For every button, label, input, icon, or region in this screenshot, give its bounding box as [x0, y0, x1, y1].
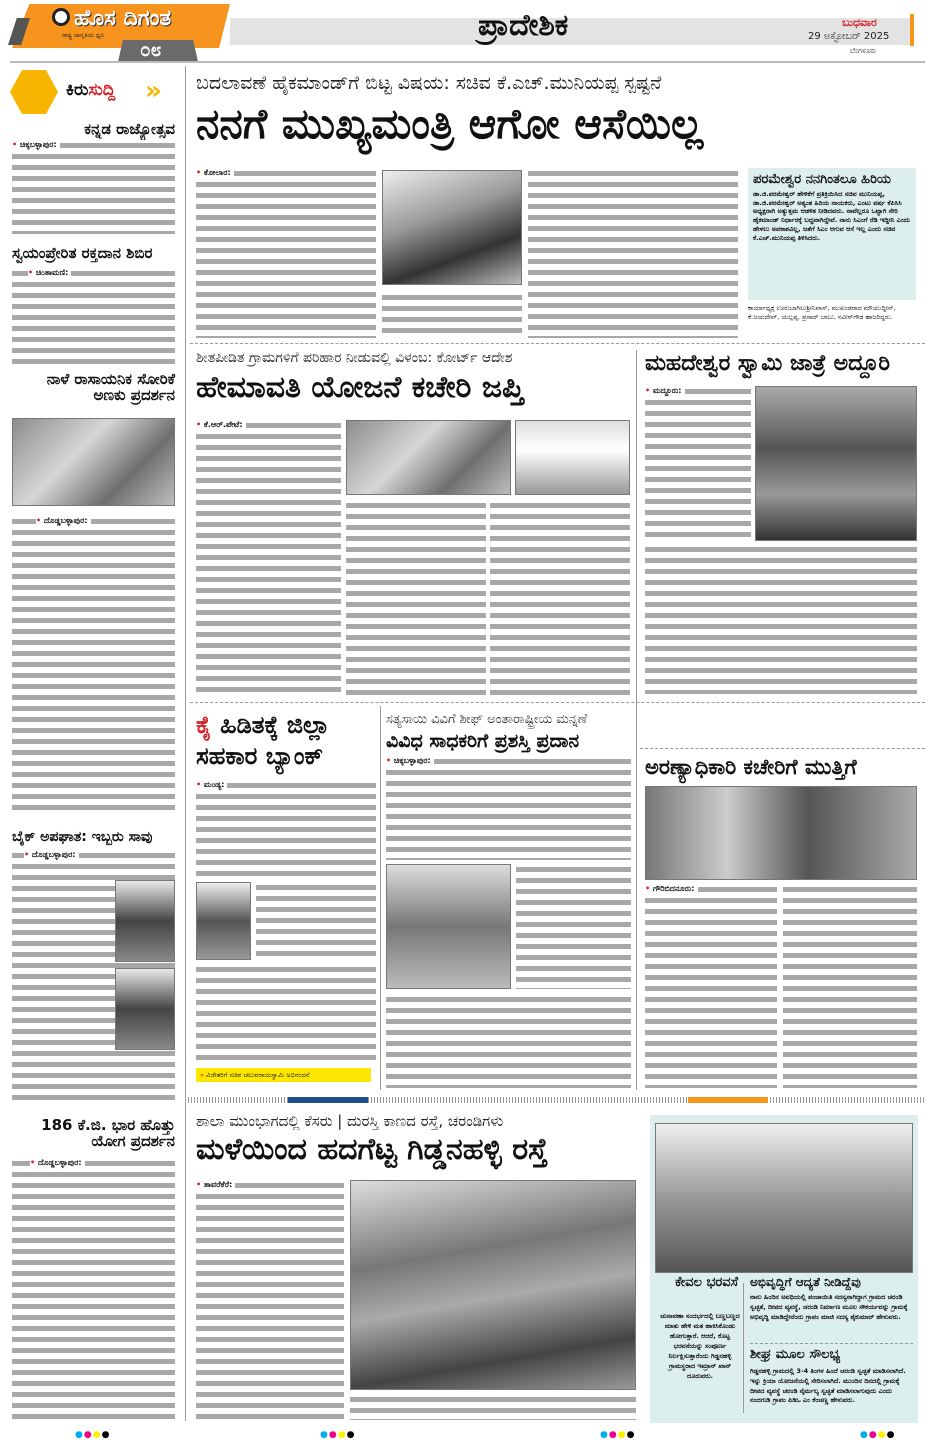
lead-body: [528, 168, 738, 338]
bank-body: [256, 882, 376, 960]
logo-text: ಹೊಸ ದಿಗಂತ: [74, 6, 172, 31]
page-number: ೦೮: [140, 39, 162, 61]
bank-headline: [196, 710, 376, 772]
brief-body: [12, 1158, 175, 1420]
brief-dateline: • ಚಿಕ್ಕಬಳ್ಳಾಪುರ:: [12, 140, 60, 150]
kirusuddi-label-a: ಕಿರು: [66, 80, 89, 100]
aranya-body: [783, 884, 917, 1088]
brief-headline: 186 ಕೆ.ಜಿ. ಭಾರ ಹೊತ್ತು ಯೋಗ ಪ್ರದರ್ಶನ: [41, 1116, 175, 1150]
side-a-title: ಕೇವಲ ಭರವಸೆ: [675, 1275, 738, 1290]
kirusuddi-badge: [10, 70, 175, 114]
logo-emblem-icon: [52, 8, 70, 26]
chevrons-icon: »: [145, 76, 162, 106]
column-divider: [380, 706, 381, 1090]
brief-dateline: • ದೊಡ್ಡಬಳ್ಳಾಪುರ:: [36, 516, 91, 526]
weekday: ಬುಧವಾರ: [842, 16, 877, 29]
satyasai-headline: ವಿವಿಧ ಸಾಧಕರಿಗೆ ಪ್ರಶಸ್ತಿ ಪ್ರದಾನ: [386, 730, 580, 752]
road-body: [350, 1394, 636, 1420]
date: 29 ಅಕ್ಟೋಬರ್ 2025: [808, 31, 890, 42]
mahadeshwara-body: [645, 386, 751, 538]
office-photo: [346, 420, 511, 495]
accent-bar: [910, 14, 914, 46]
office-photo: [515, 420, 630, 495]
portrait-photo: [196, 882, 251, 960]
road-dateline: • ತಾವರೆಕೆರೆ:: [196, 1180, 235, 1190]
lead-kicker: ಬದಲಾವಣೆ ಹೈಕಮಾಂಡ್‌ಗೆ ಬಿಟ್ಟ ವಿಷಯ: ಸಚಿವ ಕೆ.ಎಚ್.ಮುನಿಯಪ್ಪ ಸ್ಪಷ್ಟನೆ: [196, 72, 662, 94]
section-bar: [188, 1097, 925, 1103]
road-kicker: ಶಾಲಾ ಮುಂಭಾಗದಲ್ಲಿ ಕೆಸರು | ದುರಸ್ತಿ ಕಾಣದ ರಸ್ತೆ, ಚರಂಡಿಗಳು: [196, 1112, 504, 1130]
hemavathi-headline: ಹೇಮಾವತಿ ಯೋಜನೆ ಕಚೇರಿ ಜಪ್ತಿ: [196, 370, 524, 405]
brief-dateline: • ದೊಡ್ಡಬಳ್ಳಾಪುರ:: [30, 1158, 85, 1168]
road-photo: [350, 1180, 636, 1390]
divider: [750, 1343, 913, 1344]
brief-body: [12, 268, 175, 368]
lead-sidebar-box: [748, 168, 916, 300]
divider: [190, 343, 925, 344]
strip-text: ವಿಜೇತರಿಗೆ ಸಚಿವ ಚಲುವರಾಯಸ್ವಾಮಿ ಅಭಿನಂದನೆ: [206, 1071, 310, 1079]
award-photo: [386, 864, 511, 989]
road-body: [196, 1180, 344, 1420]
victim-photo: [115, 968, 175, 1050]
lead-dateline: • ಕೋಲಾರ:: [196, 168, 234, 178]
divider: [640, 748, 925, 749]
bank-body: [196, 964, 376, 1060]
protest-photo: [645, 786, 917, 880]
drain-photo: [655, 1123, 913, 1273]
side-a-text: ಚುನಾವಣಾ ಸಂದರ್ಭದಲ್ಲಿ ಬಣ್ಣಬಣ್ಣದ ಮಾತು ಹೇಳಿ ಮತ ಹಾಕಿಸಿಕೊಂಡು ಹೋಗುತ್ತಾರೆ. ಆದರೆ, ಕೊಟ್ಟ ಭರವಸೆಯನ್ನು ಸಂಪೂರ್ಣ ನಿರ್ಲಕ್ಷಿಸುತ್ತಾರೆಂದು ಗಿಡ್ಡನಹಳ್ಳಿ ಗ್ರಾಮಸ್ಥರಾದ ಇಮ್ರಾನ್ ಖಾನ್ ದೂರುವರು.: [660, 1312, 740, 1381]
pointing-hand-icon: [10, 70, 58, 114]
blue-segment: [288, 1097, 368, 1103]
road-sidebar: [650, 1115, 918, 1423]
lead-after-box: ಕಾರ್ಯಾಧ್ಯಕ್ಷ ಊರುಬಾಗಿಲುಶ್ರೀನಿವಾಸ್, ಮುಖಂಡರಾದ ಮೌಯುದ್ದೀನ್, ಕೆ.ಜಯದೇವ್, ಯಲ್ಲಪ್ಪ, ಪ್ರಸಾದ್ ಬಾಬು, ನವೀನ್‌ಗೌಡ ಹಾಜರಿದ್ದರು.: [748, 304, 896, 322]
brief-dateline: • ಚಿಂತಾಮಣಿ:: [28, 268, 71, 278]
brief-headline: ಸ್ವಯಂಪ್ರೇರಿತ ರಕ್ತದಾನ ಶಿಬಿರ: [12, 244, 153, 262]
satyasai-body: [516, 864, 631, 989]
side-b-text: ನಾನು ಹಿಂದಿನ ಅವಧಿಯಲ್ಲಿ ಪಂಚಾಯಿತಿ ಸದಸ್ಯನಾಗಿದ್ದಾಗ ಗ್ರಾಮದ ಚರಂಡಿ ಸ್ವಚ್ಛತೆ, ದೀಪದ ವ್ಯವಸ್ಥೆ, ಚರಂಡಿ ನಿರ್ಮಾಣ ಮೂಲ ಸೌಕರ್ಯವನ್ನು ಗ್ರಾಮಕ್ಕೆ ಅಭಿವೃದ್ಧಿ ಮಾಡಿದ್ದೇನೆಂದು ಗ್ರಾಪಂ ಮಾಜಿ ಸದಸ್ಯ ಶೈಕುಮಾರ್ ಹೇಳುವರು.: [750, 1293, 908, 1321]
header-rule: [10, 61, 925, 63]
city: ಬೆಂಗಳೂರು: [850, 47, 877, 55]
hemavathi-body: [490, 500, 630, 698]
brief-photo: [12, 418, 175, 506]
hemavathi-kicker: ಶೀತಪೀಡಿತ ಗ್ರಾಮಗಳಿಗೆ ಪರಿಹಾರ ನೀಡುವಲ್ಲಿ ವಿಳಂಬ: ಕೋರ್ಟ್ ಆದೇಶ: [196, 350, 513, 366]
sidebar-divider: [743, 1283, 744, 1413]
brief-body: [12, 140, 175, 234]
sidebar-title: ಪರಮೇಶ್ವರ ನನಗಿಂತಲೂ ಹಿರಿಯ: [753, 172, 891, 187]
satyasai-body: [386, 994, 631, 1088]
column-divider: [185, 66, 186, 1421]
road-headline: ಮಳೆಯಿಂದ ಹದಗೆಟ್ಟ ಗಿಡ್ಡನಹಳ್ಳಿ ರಸ್ತೆ: [196, 1132, 548, 1167]
orange-segment: [688, 1097, 768, 1103]
arrow-icon: »: [200, 1071, 207, 1079]
lead-body: [196, 168, 376, 338]
bank-headline-red: ಕೈ: [196, 711, 212, 739]
registration-marks: ●●●● ●●●● ●●●● ●●●●: [75, 1430, 896, 1440]
bank-dateline: • ಮಂಡ್ಯ:: [196, 780, 227, 790]
satyasai-kicker: ಸತ್ಯಸಾಯಿ ವಿವಿಗೆ ಶೀಫ್ ಅಂತಾರಾಷ್ಟ್ರೀಯ ಮನ್ನಣೆ: [386, 712, 588, 727]
victim-photo: [115, 880, 175, 962]
side-c-title: ಶೀಘ್ರ ಮೂಲ ಸೌಲಭ್ಯ: [750, 1347, 841, 1362]
brief-dateline: • ದೊಡ್ಡಬಳ್ಳಾಪುರ:: [24, 850, 79, 860]
bank-strip: [196, 1068, 371, 1082]
sidebar-text: ಡಾ.ಜಿ.ಪರಮೇಶ್ವರ್ ಹೇಳಿಕೆಗೆ ಪ್ರತಿಕ್ರಿಯಿಸಿದ ಸಚಿವ ಮುನಿಯಪ್ಪ, ಡಾ.ಜಿ.ಪರಮೇಶ್ವರ್ ಅತ್ಯಂತ ಹಿರಿಯ ನಾಯಕರು, ಎಂಟು ವರ್ಷ ಕೆಪಿಸಿಸಿ ಅಧ್ಯಕ್ಷರಾಗಿ ಅತ್ಯುತ್ತಮ ಆಡಳಿತ ನೀಡಿದವರು. ನಾವೆಲ್ಲರೂ ಒಟ್ಟಾಗಿ ಸೇರಿ ಹೈಕಮಾಂಡ್ ನಿರ್ಧಾರಕ್ಕೆ ಬದ್ಧವಾಗಿದ್ದೇವೆ. ನಾನು ಸಿಎಂಗೆ ರೆಡಿ ಇದ್ದೀನಿ ಎಂದು ಹೇಳಲು ಅವಕಾಶವಿಲ್ಲ, ಜತೆಗೆ ಸಿಎಂ ಆಗುವ ಆಸೆ ಇಲ್ಲ ಎಂದು ಸಚಿವ ಕೆ.ಎಚ್.ಮುನಿಯಪ್ಪ ತಿಳಿಸಿದರು.: [753, 189, 910, 242]
masthead: [0, 0, 945, 64]
brief-body: [12, 516, 175, 816]
kirusuddi-label-b: ಸುದ್ದಿ: [88, 80, 116, 100]
lead-headline: ನನಗೆ ಮುಖ್ಯಮಂತ್ರಿ ಆಗೋ ಆಸೆಯಿಲ್ಲ: [196, 99, 704, 148]
hemavathi-body: [346, 500, 486, 698]
brief-headline: ಕನ್ನಡ ರಾಜ್ಯೋತ್ಸವ: [84, 120, 175, 138]
satyasai-body: [386, 756, 631, 860]
mahadeshwara-headline: ಮಹದೇಶ್ವರ ಸ್ವಾಮಿ ಜಾತ್ರೆ ಅದ್ದೂರಿ: [645, 351, 891, 376]
satyasai-dateline: • ಚಿಕ್ಕಬಳ್ಳಾಪುರ:: [386, 756, 434, 766]
bank-headline-text: ಹಿಡಿತಕ್ಕೆ ಜಿಲ್ಲಾ ಸಹಕಾರ ಬ್ಯಾಂಕ್: [196, 711, 330, 771]
minister-photo: [382, 170, 522, 285]
divider: [190, 702, 925, 703]
mahadeshwara-dateline: • ಮದ್ದೂರು:: [645, 386, 685, 396]
side-c-text: ಗಿಡ್ಡನಹಳ್ಳಿ ಗ್ರಾಮದಲ್ಲಿ 3-4 ತಿಂಗಳ ಹಿಂದೆ ಚರಂಡಿ ಸ್ವಚ್ಛತೆ ಮಾಡಿಸಲಾಗಿದೆ. ಇನ್ನು ಕ್ರಿಯಾ ಯೋಜನೆಯಲ್ಲಿ ಸೇರಿಸಲಾಗಿದೆ. ಮುಂದಿನ ದಿನದಲ್ಲಿ ಗ್ರಾಮಕ್ಕೆ ದೀಪದ ವ್ಯವಸ್ಥೆ ಚರಂಡಿ ನೈರ್ಮಲ್ಯ ಸ್ವಚ್ಛತೆ ಮಾಡಿಸಲಾಗುವುದು ಎಂದು ನಂದಗುಡಿ ಗ್ರಾಪಂ ಪಿಡಿಒ ಎಂ ಕೆಂಚಣ್ಣ ಹೇಳುವರು.: [750, 1367, 906, 1405]
festival-photo: [755, 386, 917, 541]
brief-headline: ನಾಳೆ ರಾಸಾಯನಿಕ ಸೋರಿಕೆ ಅಣಕು ಪ್ರದರ್ಶನ: [46, 370, 175, 404]
bank-body: [196, 780, 376, 880]
aranya-body: [645, 884, 777, 1088]
brief-headline: ಬೈಕ್ ಅಪಘಾತ: ಇಬ್ಬರು ಸಾವು: [12, 829, 153, 845]
column-divider: [636, 350, 637, 1090]
section-title: ಪ್ರಾದೇಶಿಕ: [478, 8, 569, 43]
logo-tagline: ರಾಷ್ಟ್ರ ಜಾಗೃತಿಯ ಧ್ವನಿ: [62, 32, 105, 39]
aranya-headline: ಅರಣ್ಯಾಧಿಕಾರಿ ಕಚೇರಿಗೆ ಮುತ್ತಿಗೆ: [645, 755, 857, 779]
hemavathi-dateline: • ಕೆ.ಆರ್.ಪೇಟೆ:: [196, 420, 246, 430]
mahadeshwara-body: [645, 544, 917, 694]
hemavathi-body: [196, 420, 341, 698]
side-b-title: ಅಭಿವೃದ್ಧಿಗೆ ಆದ್ಯತೆ ನೀಡಿದ್ದೆವು: [750, 1275, 861, 1289]
aranya-dateline: • ಗೌರಿಬಿದನೂರು:: [645, 884, 698, 894]
lead-body: [382, 292, 522, 338]
